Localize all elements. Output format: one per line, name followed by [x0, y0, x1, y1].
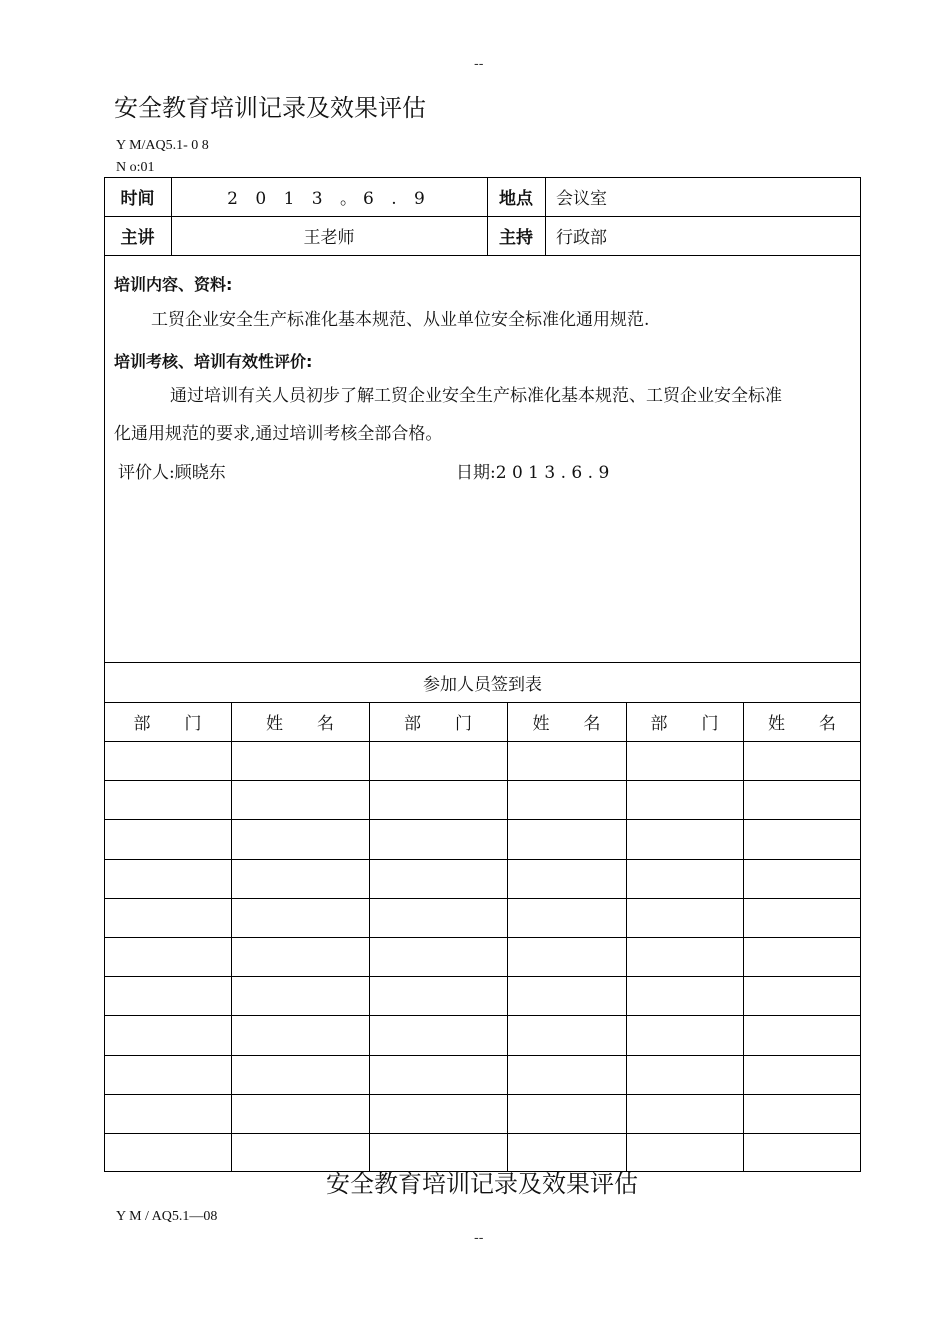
host-value: 行政部 [556, 228, 607, 248]
signin-name-cell[interactable] [507, 1055, 626, 1094]
signin-name-cell[interactable] [231, 780, 369, 819]
signin-name-cell[interactable] [507, 1094, 626, 1133]
signin-name-cell[interactable] [743, 898, 861, 937]
evaluation-heading: 培训考核、培训有效性评价: [114, 352, 313, 371]
signin-department-cell[interactable] [626, 976, 743, 1015]
signin-name-cell[interactable] [743, 741, 861, 780]
signin-department-cell[interactable] [104, 741, 231, 780]
signin-department-cell[interactable] [369, 976, 507, 1015]
document-title: 安全教育培训记录及效果评估 [114, 94, 426, 122]
evaluation-text-line2: 化通用规范的要求,通过培训考核全部合格。 [114, 424, 443, 444]
signin-department-cell[interactable] [369, 937, 507, 976]
content-heading: 培训内容、资料: [114, 275, 233, 294]
header-department: 部 门 [404, 714, 472, 734]
signin-name-cell[interactable] [231, 976, 369, 1015]
signin-department-cell[interactable] [104, 1094, 231, 1133]
signin-name-cell[interactable] [231, 859, 369, 898]
page-top-marker: -- [474, 56, 484, 72]
signin-department-cell[interactable] [104, 819, 231, 858]
signin-name-cell[interactable] [507, 1015, 626, 1054]
divider [104, 255, 861, 256]
divider [545, 177, 546, 255]
header-department: 部 门 [133, 714, 202, 734]
signin-name-cell[interactable] [743, 937, 861, 976]
signin-department-cell[interactable] [626, 859, 743, 898]
place-label: 地点 [499, 189, 533, 209]
signin-name-cell[interactable] [743, 859, 861, 898]
signin-department-cell[interactable] [369, 859, 507, 898]
signin-name-cell[interactable] [507, 976, 626, 1015]
header-name: 姓 名 [266, 714, 334, 734]
host-label: 主持 [499, 228, 533, 248]
signin-department-cell[interactable] [104, 898, 231, 937]
signin-name-cell[interactable] [507, 741, 626, 780]
place-value: 会议室 [556, 189, 607, 209]
evaluation-date: 日期:2 0 1 3 . 6 . 9 [456, 463, 610, 483]
document-number: N o:01 [116, 160, 155, 175]
signin-name-cell[interactable] [507, 819, 626, 858]
signin-department-cell[interactable] [626, 741, 743, 780]
signin-department-cell[interactable] [369, 819, 507, 858]
next-document-title: 安全教育培训记录及效果评估 [326, 1170, 638, 1198]
signin-name-cell[interactable] [507, 780, 626, 819]
time-value: 2 0 1 3 。6 . 9 [227, 189, 431, 209]
signin-name-cell[interactable] [507, 859, 626, 898]
content-text: 工贸企业安全生产标准化基本规范、从业单位安全标准化通用规范. [151, 310, 650, 330]
signin-department-cell[interactable] [104, 859, 231, 898]
header-name: 姓 名 [532, 714, 601, 734]
evaluator: 评价人:顾晓东 [118, 463, 226, 483]
signin-name-cell[interactable] [231, 1094, 369, 1133]
signin-department-cell[interactable] [104, 1055, 231, 1094]
signin-department-cell[interactable] [626, 937, 743, 976]
signin-department-cell[interactable] [626, 780, 743, 819]
header-name: 姓 名 [768, 714, 836, 734]
speaker-label: 主讲 [120, 228, 155, 248]
document-code: Y M/AQ5.1- 0 8 [116, 138, 209, 153]
evaluation-text-line1: 通过培训有关人员初步了解工贸企业安全生产标准化基本规范、工贸企业安全标准 [170, 386, 782, 406]
header-department: 部 门 [650, 714, 719, 734]
next-document-code: Y M / AQ5.1—08 [116, 1209, 218, 1224]
signin-department-cell[interactable] [369, 1094, 507, 1133]
signin-department-cell[interactable] [369, 1015, 507, 1054]
signin-department-cell[interactable] [369, 780, 507, 819]
signin-department-cell[interactable] [369, 898, 507, 937]
signin-department-cell[interactable] [626, 1094, 743, 1133]
signin-name-cell[interactable] [743, 976, 861, 1015]
signin-department-cell[interactable] [104, 976, 231, 1015]
signin-department-cell[interactable] [626, 898, 743, 937]
page-bottom-marker: -- [474, 1230, 484, 1246]
signin-name-cell[interactable] [231, 741, 369, 780]
signin-name-cell[interactable] [231, 1055, 369, 1094]
signin-name-cell[interactable] [743, 1094, 861, 1133]
signin-name-cell[interactable] [231, 898, 369, 937]
signin-department-cell[interactable] [626, 819, 743, 858]
signin-department-cell[interactable] [626, 1055, 743, 1094]
signin-department-cell[interactable] [369, 1055, 507, 1094]
signin-name-cell[interactable] [231, 1015, 369, 1054]
signin-department-cell[interactable] [104, 937, 231, 976]
signin-name-cell[interactable] [743, 1055, 861, 1094]
signin-name-cell[interactable] [507, 937, 626, 976]
signin-department-cell[interactable] [369, 741, 507, 780]
signin-name-cell[interactable] [231, 937, 369, 976]
signin-name-cell[interactable] [743, 819, 861, 858]
signin-department-cell[interactable] [626, 1015, 743, 1054]
speaker-value: 王老师 [303, 228, 355, 248]
signin-name-cell[interactable] [507, 898, 626, 937]
time-label: 时间 [120, 189, 155, 209]
signin-department-cell[interactable] [104, 780, 231, 819]
signin-name-cell[interactable] [231, 819, 369, 858]
signin-name-cell[interactable] [743, 780, 861, 819]
signin-title: 参加人员签到表 [423, 674, 542, 695]
signin-department-cell[interactable] [104, 1015, 231, 1054]
signin-name-cell[interactable] [743, 1015, 861, 1054]
